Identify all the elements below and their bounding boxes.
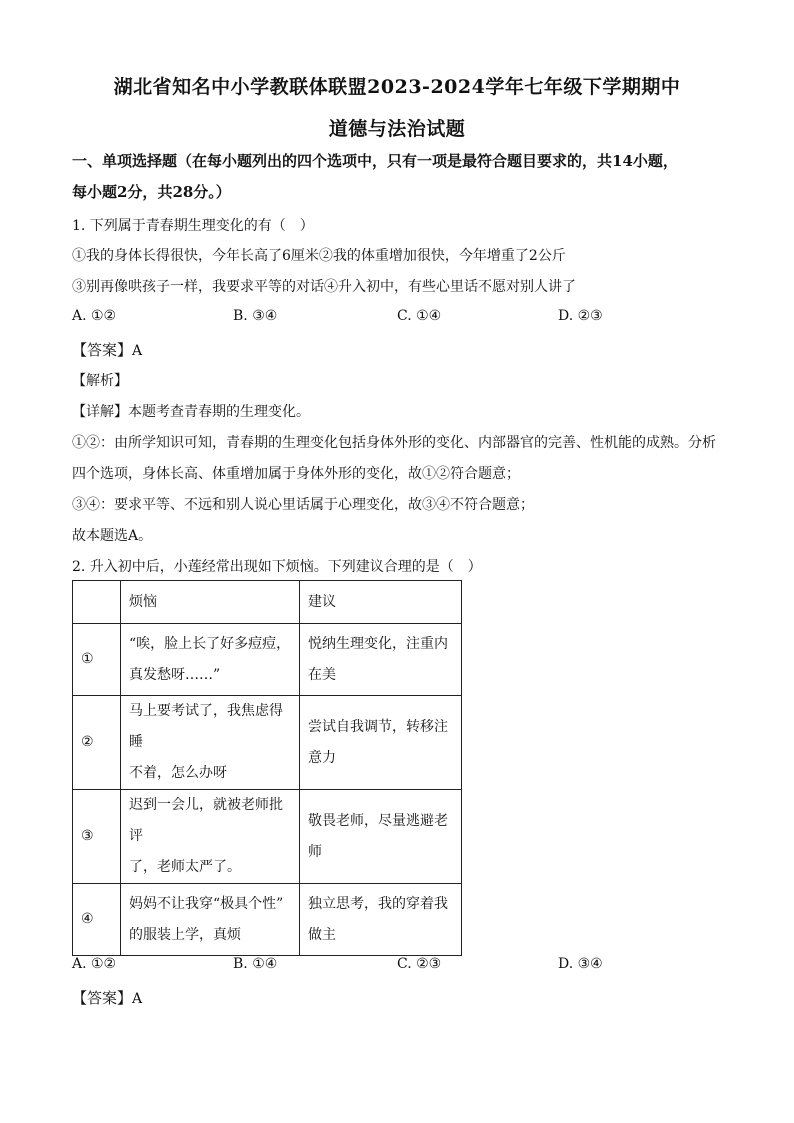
row-worry-line: 马上要考试了，我焦虑得睡: [129, 703, 283, 750]
q1-option-b: B. ③④: [233, 308, 278, 324]
q1-detail-line: [72, 401, 310, 421]
row-advice-line: 意力: [308, 749, 336, 766]
table-header-advice: 建议: [300, 581, 462, 624]
row-advice: [300, 624, 462, 696]
row-advice-line: 尝试自我调节，转移注: [308, 718, 448, 735]
section-heading-line2: 每小题2分，共28分。）: [72, 183, 231, 201]
row-advice-line: 师: [308, 843, 322, 860]
q1-explanation-line2: 四个选项，身体长高、体重增加属于身体外形的变化，故①②符合题意；: [72, 466, 520, 482]
row-advice: [300, 696, 462, 790]
q1-analysis-label: 【解析】: [72, 373, 128, 389]
row-advice-line: 敬畏老师，尽量逃避老: [308, 812, 448, 829]
detail-label: 【详解】: [72, 404, 128, 420]
q2-table: [72, 580, 462, 956]
q2-option-d: D. ③④: [558, 956, 603, 972]
q2-stem: 2. 升入初中后，小莲经常出现如下烦恼。下列建议合理的是（ ）: [72, 559, 482, 575]
row-worry-line: 真发愁呀……”: [129, 666, 221, 683]
row-worry-line: “唉，脸上长了好多痘痘，: [129, 635, 291, 652]
q2-answer-value: A: [132, 991, 143, 1007]
q2-option-a: A. ①②: [72, 956, 117, 972]
table-row: [73, 696, 462, 790]
row-number: ④: [73, 884, 121, 956]
row-worry-line: 迟到一会儿，就被老师批评: [129, 797, 283, 844]
row-advice-line: 在美: [308, 666, 336, 683]
q1-stem: 1. 下列属于青春期生理变化的有（ ）: [72, 218, 314, 234]
row-advice-line: 独立思考，我的穿着我: [308, 895, 448, 912]
table-row: [73, 624, 462, 696]
q1-statement-line2: ③别再像哄孩子一样，我要求平等的对话④升入初中，有些心里话不愿对别人讲了: [72, 279, 576, 295]
q2-answer-line: [72, 987, 142, 1008]
row-worry: [121, 884, 300, 956]
row-worry: [121, 696, 300, 790]
row-number: ②: [73, 696, 121, 790]
answer-label: 【答案】: [72, 341, 133, 359]
row-advice: [300, 884, 462, 956]
q1-detail-text: 本题考查青春期的生理变化。: [128, 404, 310, 420]
row-number: ③: [73, 790, 121, 884]
table-header-worry: 烦恼: [121, 581, 300, 624]
q2-option-b: B. ①④: [233, 956, 278, 972]
q1-option-a: A. ①②: [72, 308, 117, 324]
q2-option-c: C. ②③: [397, 956, 442, 972]
page-title-line1: 湖北省知名中小学教联体联盟2023-2024学年七年级下学期期中: [113, 76, 681, 98]
q1-answer-value: A: [132, 343, 143, 359]
q1-option-d: D. ②③: [558, 308, 603, 324]
row-number: ①: [73, 624, 121, 696]
table-row: [73, 884, 462, 956]
q1-explanation-line3: ③④：要求平等、不远和别人说心里话属于心理变化，故③④不符合题意；: [72, 497, 534, 513]
q1-explanation-line1: ①②：由所学知识可知，青春期的生理变化包括身体外形的变化、内部器官的完善、性机能的成熟。分析: [72, 435, 716, 451]
q1-statement-line1: ①我的身体长得很快，今年长高了6厘米②我的体重增加很快，今年增重了2公斤: [72, 248, 566, 264]
row-worry-line: 不着，怎么办呀: [129, 765, 227, 781]
q1-option-c: C. ①④: [397, 308, 442, 324]
row-worry-line: 了，老师太严了。: [129, 859, 241, 875]
answer-label: 【答案】: [72, 989, 133, 1007]
table-row: [73, 790, 462, 884]
row-worry: [121, 624, 300, 696]
q1-conclusion: 故本题选A。: [72, 528, 153, 544]
row-worry: [121, 790, 300, 884]
row-advice-line: 做主: [308, 926, 336, 943]
table-header-row: [73, 581, 462, 624]
table-header-num: [73, 581, 121, 624]
q1-answer-line: [72, 339, 142, 360]
row-advice-line: 悦纳生理变化，注重内: [308, 635, 448, 652]
row-worry-line: 的服装上学，真烦: [129, 926, 241, 943]
section-heading-line1: 一、单项选择题（在每小题列出的四个选项中，只有一项是最符合题目要求的，共14小题，: [72, 152, 678, 170]
page-title-line2: 道德与法治试题: [328, 118, 466, 140]
row-worry-line: 妈妈不让我穿“极具个性”: [129, 895, 284, 912]
row-advice: [300, 790, 462, 884]
